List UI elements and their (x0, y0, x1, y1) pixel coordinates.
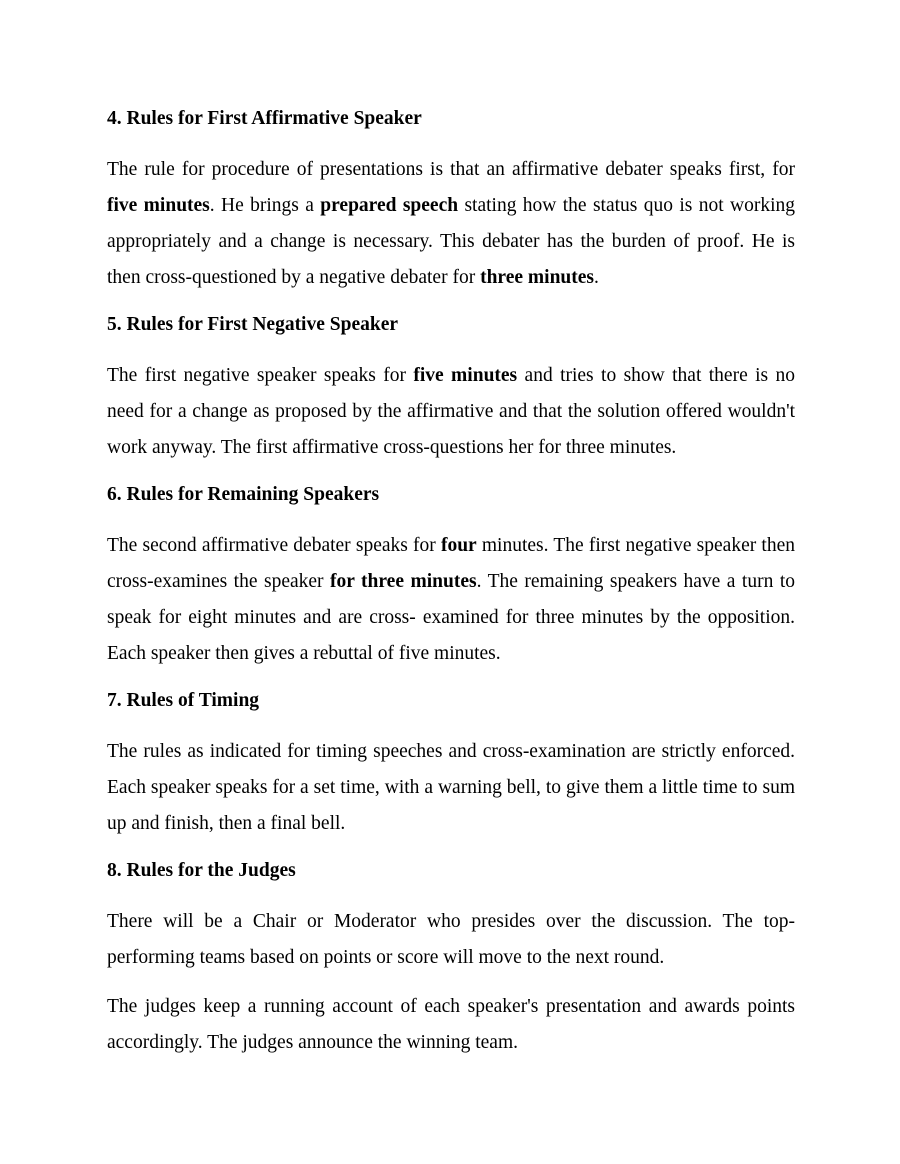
body-paragraph (107, 152, 795, 296)
text-run: stating how the status quo is not working appropriately and a change is necessary. This debater has the burden of proof. He is then cross-questioned by a negative debater for (107, 195, 795, 288)
section-heading: 8. Rules for the Judges (107, 860, 296, 881)
text-run: minutes. The first negative speaker then cross-examines the speaker (107, 535, 795, 592)
section-heading: 5. Rules for First Negative Speaker (107, 314, 399, 335)
text-run: . The remaining speakers have a turn to speak for eight minutes and are cross- examined for three minutes by the opposition. Each speaker then gives a rebuttal of five minutes. (107, 571, 795, 664)
text-run: . (594, 267, 599, 288)
text-run: The second affirmative debater speaks for (107, 535, 441, 556)
bold-text: five minutes (413, 365, 518, 386)
bold-text: prepared speech (320, 195, 459, 216)
body-paragraph (107, 904, 795, 976)
section-heading: 6. Rules for Remaining Speakers (107, 484, 380, 505)
text-run: The first negative speaker speaks for (107, 365, 414, 386)
bold-text: four (440, 535, 477, 556)
bold-text: three minutes (480, 267, 594, 288)
text-run: The judges keep a running account of each speaker's presentation and awards points accordingly. The judges announce the winning team. (107, 996, 795, 1053)
bold-text: five minutes (107, 195, 210, 216)
body-paragraph (107, 528, 795, 672)
body-paragraph (107, 358, 795, 466)
text-run: and tries to show that there is no need for a change as proposed by the affirmative and that the solution offered wouldn't work anyway. The first affirmative cross-questions her for three minutes. (107, 365, 795, 458)
bold-text: for three minutes (330, 571, 477, 592)
document-page (107, 103, 795, 1074)
text-run: The rules as indicated for timing speeches and cross-examination are strictly enforced. Each speaker speaks for a set time, with a warning bell, to give them a little time to sum up and finish, then a final bell. (107, 741, 795, 834)
text-run: The rule for procedure of presentations is that an affirmative debater speaks first, for (107, 159, 795, 180)
body-paragraph (107, 989, 795, 1061)
text-run: . He brings a (209, 195, 321, 216)
section-heading: 7. Rules of Timing (107, 690, 260, 711)
text-run: There will be a Chair or Moderator who presides over the discussion. The top-performing teams based on points or score will move to the next round. (107, 911, 795, 968)
section-heading: 4. Rules for First Affirmative Speaker (107, 108, 422, 129)
body-paragraph (107, 734, 795, 842)
